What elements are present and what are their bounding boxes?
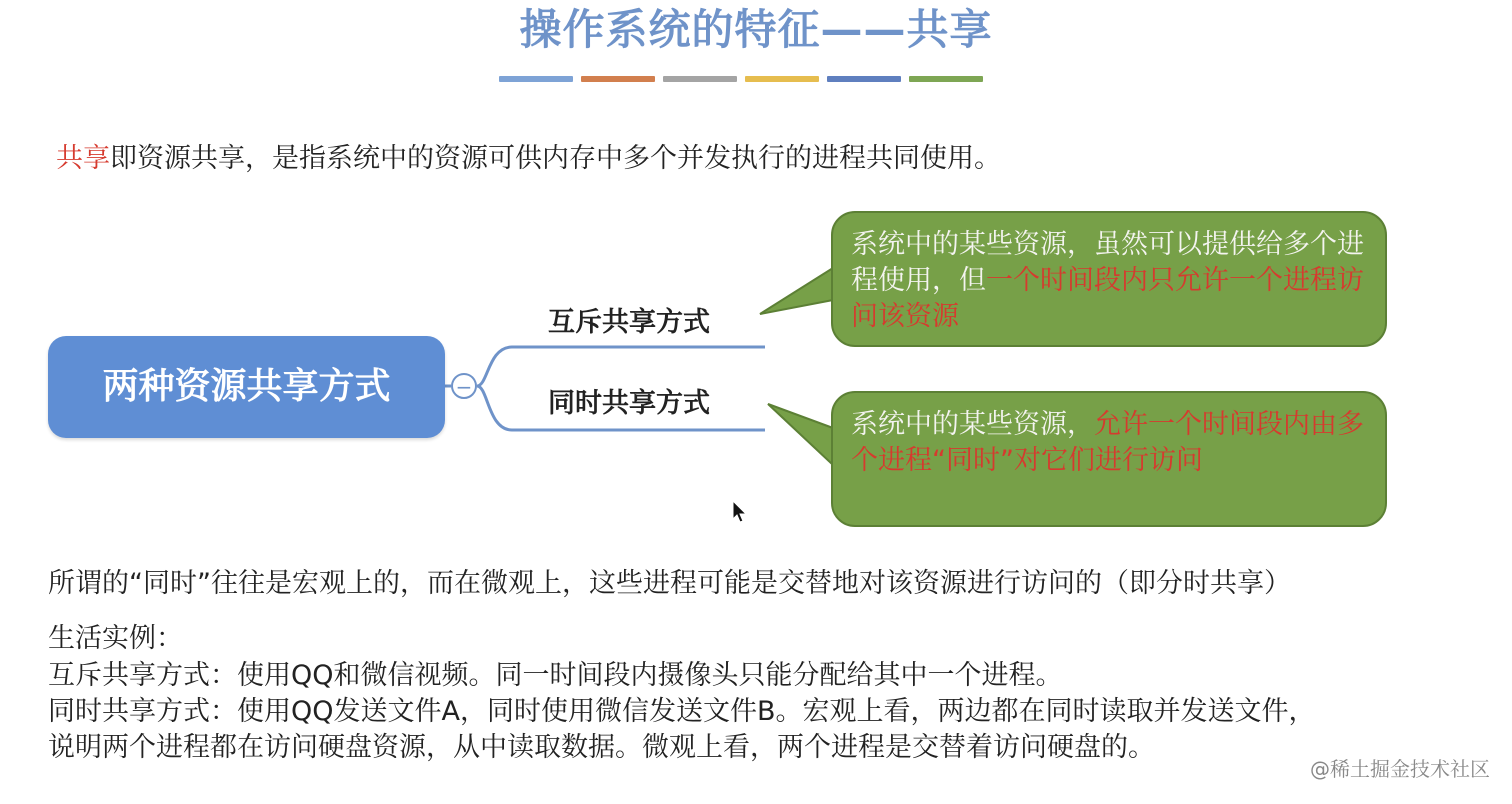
intro-highlight: 共享 (56, 143, 110, 174)
mouse-pointer-icon (732, 500, 748, 524)
intro-rest: 即资源共享，是指系统中的资源可供内存中多个并发执行的进程共同使用。 (110, 143, 1001, 174)
callout-mutex-highlight: 一个时间段内只允许一个进程访问该资源 (851, 265, 1364, 332)
bubble-pointer-2 (768, 404, 833, 465)
collapse-toggle-icon[interactable]: − (451, 373, 477, 399)
callout-simultaneous-normal: 系统中的某些资源， (851, 409, 1094, 440)
callout-mutex-normal: 系统中的某些资源，虽然可以提供给多个进程使用，但 (851, 229, 1364, 296)
branch-label-mutex[interactable]: 互斥共享方式 (548, 307, 710, 338)
examples-heading: 生活实例： (48, 623, 183, 654)
site-watermark: @稀土掘金技术社区 (1310, 757, 1490, 781)
slide-title: 操作系统的特征——共享 (519, 5, 993, 54)
simultaneous-note: 所谓的“同时”往往是宏观上的，而在微观上，这些进程可能是交替地对该资源进行访问的（即分时共享） (48, 568, 1291, 599)
callout-simultaneous-highlight: 允许一个时间段内由多个进程“同时”对它们进行访问 (851, 409, 1364, 476)
mindmap-root-node[interactable]: 两种资源共享方式 (48, 336, 445, 438)
example-line-2: 同时共享方式：使用QQ发送文件A，同时使用微信发送文件B。宏观上看，两边都在同时读取并发送文件， (48, 696, 1316, 727)
callout-simultaneous (831, 391, 1387, 527)
example-line-1: 互斥共享方式：使用QQ和微信视频。同一时间段内摄像头只能分配给其中一个进程。 (48, 660, 1063, 691)
callout-mutex (831, 211, 1387, 347)
example-line-3: 说明两个进程都在访问硬盘资源，从中读取数据。微观上看，两个进程是交替着访问硬盘的。 (48, 732, 1155, 763)
bubble-pointer-1 (760, 268, 833, 314)
branch-label-simultaneous[interactable]: 同时共享方式 (548, 388, 710, 419)
